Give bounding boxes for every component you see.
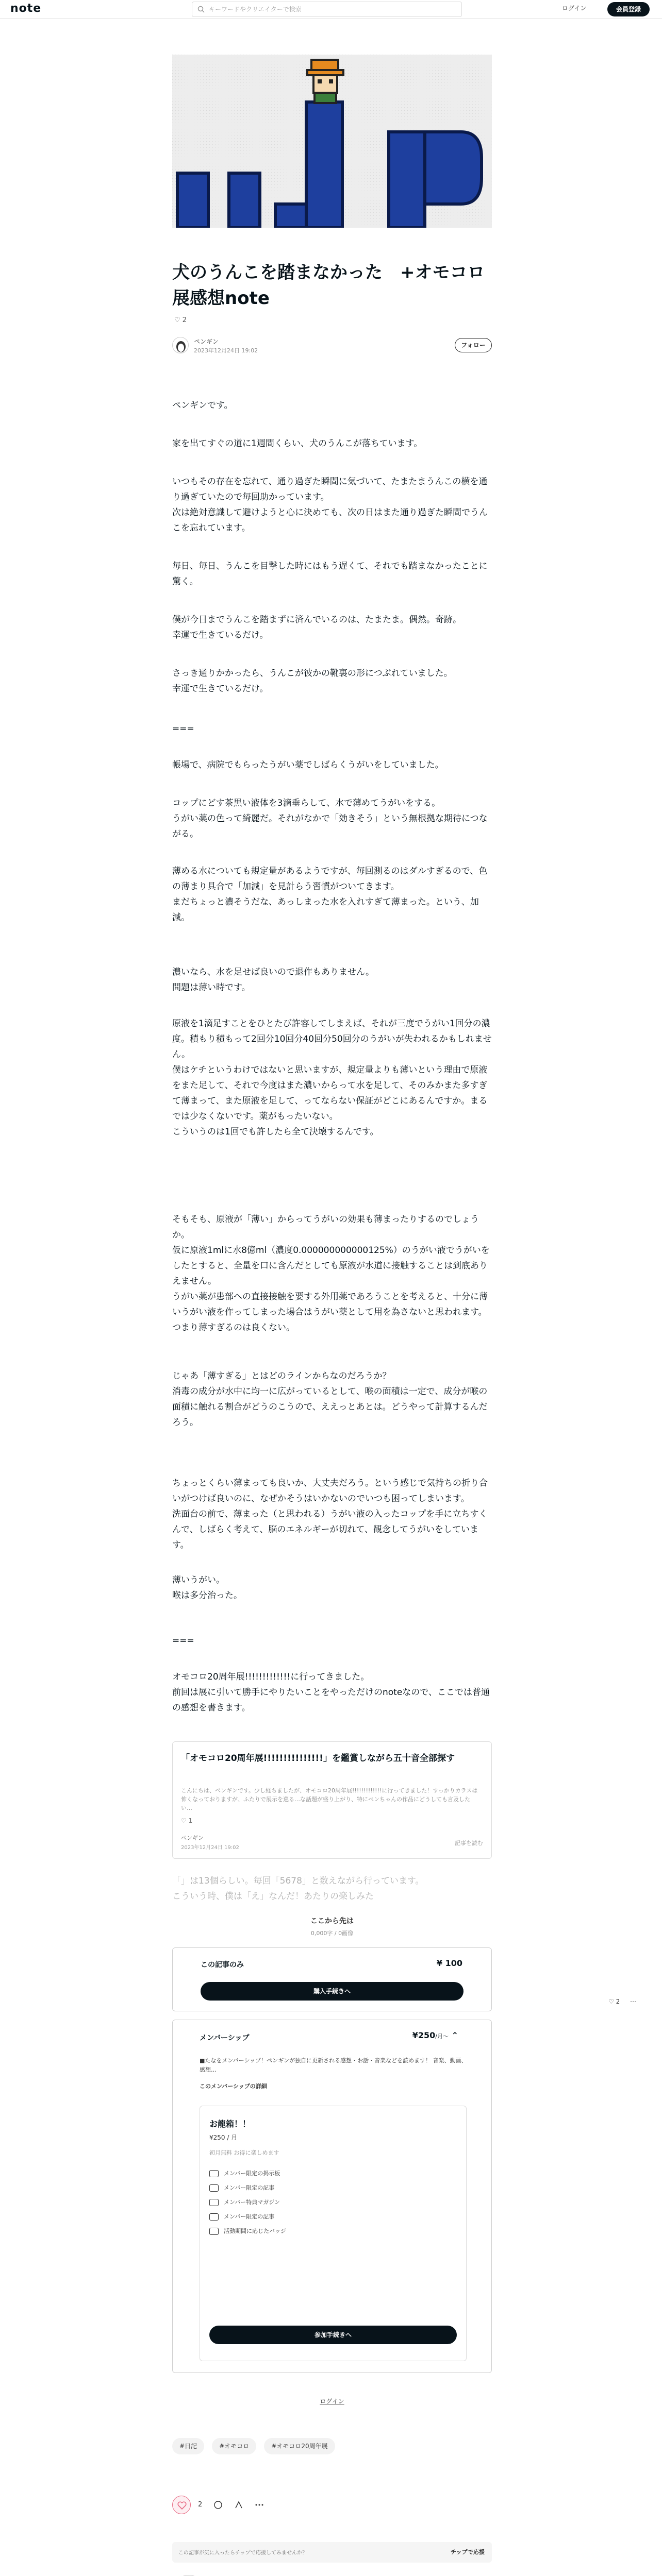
single-purchase-label: この記事のみ [201, 1961, 244, 1969]
body-paragraph: 家を出てすぐの道に1週間くらい、犬のうんこが落ちています。 [172, 438, 423, 449]
more-icon[interactable] [255, 2500, 264, 2510]
tip-text: この記事が気に入ったらチップで応援してみませんか？ [178, 2550, 307, 2556]
tip-banner [172, 2542, 492, 2563]
like-counter[interactable]: ♡ 2 [174, 316, 187, 324]
membership-label: メンバーシップ [200, 2034, 250, 2042]
plan-note: 初月無料 お得に楽しめます [209, 2149, 279, 2156]
benefit-icon [209, 2228, 219, 2235]
faded-preview-paragraph: 「」は13個らしい。毎回「5678」と数えながら行っています。 こういう時、僕は「え」なんだ！あたりの楽しみた [172, 1876, 424, 1902]
body-paragraph: オモコロ20周年展!!!!!!!!!!!!!に行ってきました。 前回は展に引いて勝手にやりたいことをやっただけのnoteなので、ここでは普通の感想を書きます。 [172, 1672, 490, 1713]
section-divider: === [172, 1636, 194, 1646]
hero-image [172, 55, 492, 228]
body-paragraph: ちょっとくらい薄まっても良いか、大丈夫だろう。という感じで気持ちの折り合いがつけば良いのに、なぜかそうはいかないのでいつも困ってしまいます。 洗面台の前で、薄まった（と思われる）うがい液の入ったコップを手に立ちすくんで、しばらく考えて、脳のエネルギーが切れて、観念してうがいをしています。 [172, 1478, 488, 1550]
list-item: 活動期間に応じたバッジ [209, 2226, 286, 2240]
site-header [0, 0, 662, 19]
like-count: 2 [198, 2501, 203, 2509]
join-membership-button[interactable]: 参加手続きへ [209, 2326, 457, 2344]
body-paragraph: いつもその存在を忘れて、通り過ぎた瞬間に気づいて、たまたまうんこの横を通り過ぎていたので毎回助かっています。 次は絶対意識して避けようと心に決めても、次の日はまた通り過ぎた瞬間でうんこを忘れています。 [172, 477, 488, 533]
follow-button[interactable]: フォロー [455, 338, 492, 352]
search-box[interactable] [192, 2, 462, 17]
benefit-icon [209, 2199, 219, 2206]
author-row [172, 335, 492, 361]
hashtag-list [172, 2438, 340, 2456]
paywall-login-link[interactable]: ログイン [320, 2398, 344, 2405]
list-item: メンバー特典マガジン [209, 2197, 286, 2211]
penguin-icon [173, 337, 189, 353]
login-link[interactable]: ログイン [562, 5, 587, 12]
list-item: メンバー限定の記事 [209, 2211, 286, 2226]
section-divider: === [172, 724, 194, 734]
body-paragraph: 薄いうがい。 喉は多分治った。 [172, 1575, 242, 1601]
author-profile [172, 2573, 492, 2576]
publish-date: 2023年12月24日 19:02 [194, 347, 258, 354]
membership-details-link[interactable]: このメンバーシップの詳細 [200, 2083, 267, 2090]
benefit-icon [209, 2184, 219, 2192]
plan-name: お龍箱！！ [209, 2119, 251, 2129]
body-paragraph: 毎日、毎日、うんこを目撃した時にはもう遅くて、それでも踏まなかったことに驚く。 [172, 561, 488, 587]
floating-like-counter[interactable]: ♡ 2 ⋯ [608, 1998, 637, 2005]
plan-price: ¥250 / 月 [209, 2134, 238, 2141]
body-paragraph: そもそも、原液が「薄い」からってうがいの効果も薄まったりするのでしょうか。 仮に原液1mlに水8億ml（濃度0.000000000000125%）のうがい液でうがいをしたとすると、全量を口に含んだとしても原液が水道に接触することは到底ありえません。 うがい薬が患部への直接接触を要する外用薬であろうことを考えると、十分に薄いうがい液を作ってしまった場合はうがい薬として用を為さないと思われます。 つまり薄すぎるのは良くない。 [172, 1214, 490, 1333]
pixel-art-illustration [172, 55, 492, 228]
membership-price: ¥250/月〜 ⌃ [412, 2030, 458, 2040]
tip-button[interactable]: チップで応援 [451, 2549, 485, 2555]
heart-icon: ♡ [181, 1817, 189, 1824]
article-title: 犬のうんこを踏まなかった +オモコロ展感想note [172, 262, 485, 309]
body-paragraph: じゃあ「薄すぎる」とはどのラインからなのだろうか？ 消毒の成分が水中に均一に広がっているとして、喉の面積は一定で、成分が喉の面積に触れる割合がどうのこうので、ええっとあとは。どうやって計算するんだろう。 [172, 1371, 488, 1428]
embed-likes: ♡ 1 [181, 1817, 193, 1824]
hashtag[interactable]: #オモコロ20周年展 [264, 2438, 335, 2454]
body-paragraph: 帳場で、病院でもらったうがい薬でしばらくうがいをしていました。 [172, 760, 444, 770]
benefit-icon [209, 2213, 219, 2221]
body-paragraph: 僕が今日までうんこを踏まずに済んでいるのは、たまたま。偶然。奇跡。 幸運で生きているだけ。 [172, 615, 461, 640]
membership-description: ■たなをメンバーシップ！ペンギンが独自に更新される感想・お話・音楽などを読めます！ 音楽、動画、感想… [200, 2057, 467, 2073]
heart-icon: ♡ [608, 1998, 616, 2005]
heart-icon: ♡ [174, 316, 180, 324]
note-logo[interactable]: note [10, 2, 42, 15]
single-purchase-box [172, 1947, 492, 2011]
hashtag[interactable]: #オモコロ [212, 2438, 256, 2454]
body-paragraph: 濃いなら、水を足せば良いので退作もありません。 問題は薄い時です。 [172, 967, 375, 993]
author-avatar[interactable] [172, 337, 189, 353]
share-icon[interactable] [234, 2500, 243, 2510]
article-actions [172, 2496, 492, 2516]
body-paragraph: ペンギンです。 [172, 400, 233, 411]
heart-icon [173, 2496, 191, 2515]
buy-button[interactable]: 購入手続きへ [201, 1982, 464, 2001]
author-name[interactable]: ペンギン [194, 338, 219, 345]
single-purchase-price: ¥ 100 [436, 1958, 462, 1968]
like-button[interactable] [172, 2496, 191, 2514]
embed-date: 2023年12月24日 19:02 [181, 1845, 239, 1851]
comment-icon[interactable] [213, 2500, 223, 2510]
body-paragraph: コップにどす茶黒い液体を3滴垂らして、水で薄めてうがいをする。 うがい薬の色って綺麗だ。それがなかで「効きそう」という無根拠な期待につながる。 [172, 798, 488, 839]
benefit-icon [209, 2170, 219, 2177]
embed-author: ペンギン [181, 1835, 204, 1841]
membership-box [172, 2020, 492, 2373]
embed-read-link[interactable]: 記事を読む [455, 1840, 483, 1846]
share-icon[interactable]: ⋯ [630, 1998, 637, 2005]
paywall-heading: ここから先は [310, 1917, 354, 1925]
search-input[interactable] [209, 4, 456, 14]
embedded-article-card[interactable] [172, 1741, 492, 1859]
membership-plan-card [200, 2106, 467, 2361]
embed-title: 「オモコロ20周年展!!!!!!!!!!!!!!!」を鑑賞しながら五十音全部探す [181, 1753, 455, 1764]
body-paragraph: 原液を1滴足すことをひとたび許容してしまえば、それが三度でうがい1回分の濃度。積もり積もって2回分10回分40回分50回分のうがいが失われるかもしれません。 僕はケチというわけではないと思いますが、規定量よりも薄いという理由で原液をまた足して、それで今度はまた濃いからって水を足して、そのみかまた多すぎて薄まって、また原液を足して、ってならない保証がどこにあるんですか。まるでは少なくないです。薬がもったいない。 こういうのは1回でも許したら全て決壊するんです。 [172, 1019, 492, 1137]
paywall-subtext: 0,000字 / 0画像 [310, 1930, 354, 1937]
chevron-up-icon[interactable]: ⌃ [451, 2030, 458, 2040]
hashtag[interactable]: #日記 [172, 2438, 204, 2454]
list-item: メンバー限定の記事 [209, 2182, 286, 2197]
body-paragraph: 薄める水についても規定量があるようですが、毎回測るのはダルすぎるので、色の薄まり具合で「加減」を見計らう習慣がついてきます。 まだちょっと濃そうだな、あっしまった水を入れすぎて薄まった。という、加減。 [172, 866, 488, 923]
body-paragraph: さっき通りかかったら、うんこが彼かの靴裏の形につぶれていました。 幸運で生きているだけ。 [172, 668, 453, 694]
signup-button[interactable]: 会員登録 [607, 2, 650, 16]
search-icon [197, 6, 205, 13]
list-item: メンバー限定の掲示板 [209, 2168, 286, 2182]
plan-benefits [209, 2168, 286, 2240]
embed-description: こんにちは、ペンギンです。少し経ちましたが、オモコロ20周年展!!!!!!!!!!!!!に行ってきました！すっかりカラスは怖くなっておりますが、ふたりで展示を巡る…な話題が盛り上がり、特にペンちゃんの作品にどうしても言及したい… [181, 1787, 478, 1811]
